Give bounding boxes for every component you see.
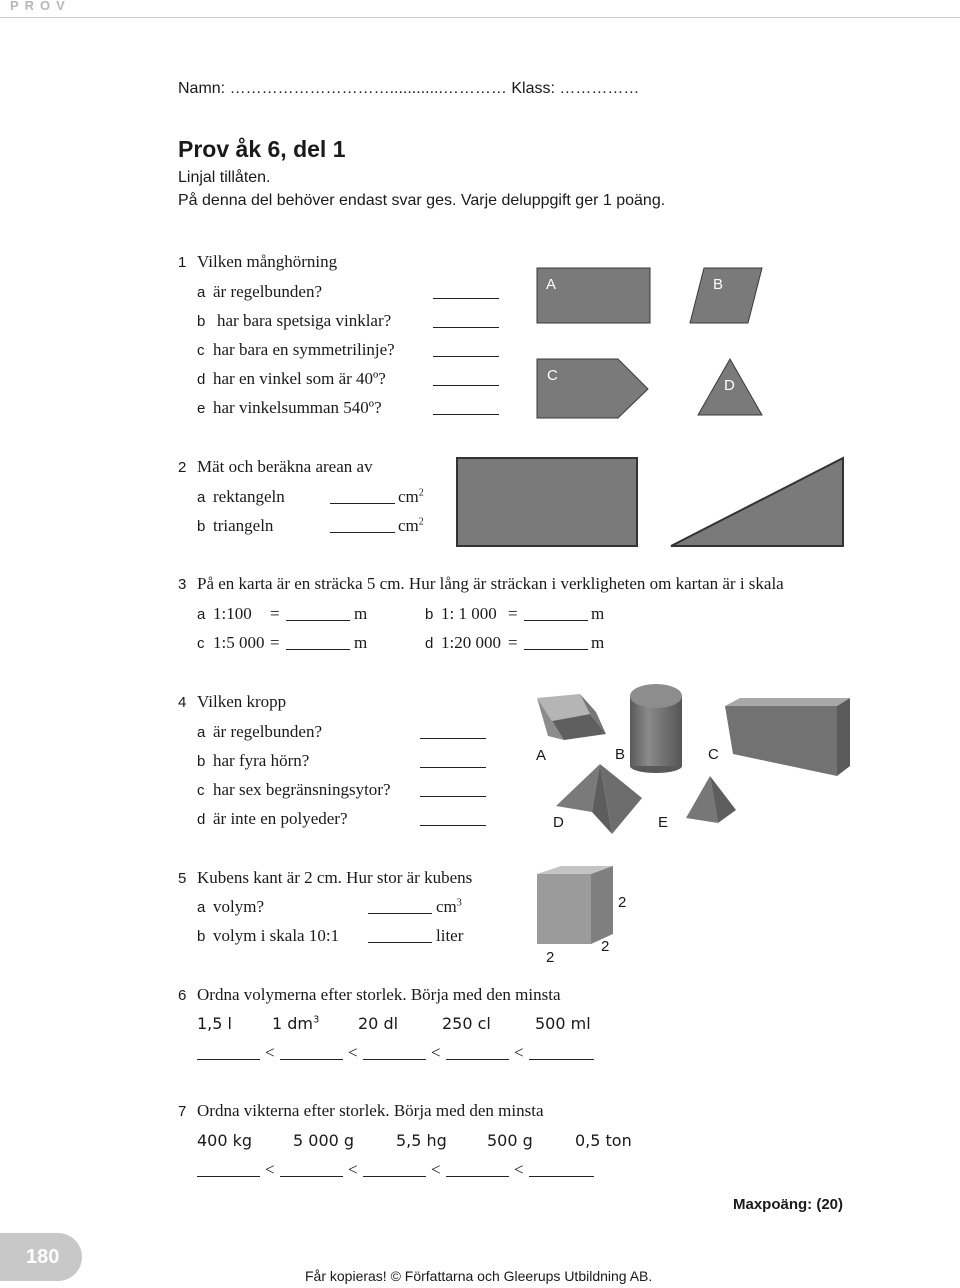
q4-item-letter: d: [197, 811, 206, 828]
q3-item-letter: d: [425, 635, 434, 652]
cube-edge-label: 2: [601, 938, 610, 955]
polygon-b: [690, 268, 762, 323]
q3-text: På en karta är en sträcka 5 cm. Hur lång är sträckan i verkligheten om kartan är i skala: [197, 574, 784, 593]
q4-number: 4: [178, 694, 187, 711]
q4-item-text: är inte en polyeder?: [213, 809, 348, 828]
solid-label: C: [708, 746, 719, 763]
q3-scale: 1: 1 000: [441, 604, 497, 623]
answer-blank[interactable]: [363, 1058, 426, 1060]
answer-blank[interactable]: [446, 1175, 509, 1177]
header-label: PROV: [10, 0, 71, 13]
q3-item-letter: a: [197, 606, 206, 623]
unit-cm2: $cm^2$: [398, 487, 424, 506]
unit-m: m: [354, 604, 368, 623]
less-than: <: [431, 1160, 441, 1179]
q2-text: Mät och beräkna arean av: [197, 457, 373, 476]
q4-item-letter: c: [197, 782, 205, 799]
answer-blank[interactable]: [197, 1058, 260, 1060]
answer-blank[interactable]: [368, 912, 432, 914]
answer-blank[interactable]: [197, 1175, 260, 1177]
solid-e-pyramid: [686, 776, 736, 823]
answer-blank[interactable]: [446, 1058, 509, 1060]
q4-solids: [520, 678, 860, 843]
answer-blank[interactable]: [420, 795, 486, 797]
cube-edge-label: 2: [618, 894, 627, 911]
q1-item-letter: c: [197, 342, 205, 359]
answer-blank[interactable]: [433, 326, 499, 328]
volume-value: 1,5 l: [197, 1014, 232, 1033]
unit-liter: liter: [436, 926, 464, 945]
unit-m: m: [591, 604, 605, 623]
less-than: <: [431, 1043, 441, 1062]
weight-value: 500 g: [487, 1131, 533, 1150]
volume-value: 250 cl: [442, 1014, 491, 1033]
q5-item-letter: b: [197, 928, 206, 945]
intro-line-1: Linjal tillåten.: [178, 169, 271, 186]
weight-value: 0,5 ton: [575, 1131, 632, 1150]
q1-item-text: har vinkelsumman 540º?: [213, 398, 382, 417]
q2-item-letter: a: [197, 489, 206, 506]
page-number: 180: [26, 1246, 60, 1268]
answer-blank[interactable]: [433, 384, 499, 386]
solid-label: A: [536, 747, 547, 764]
q2-number: 2: [178, 459, 187, 476]
answer-blank[interactable]: [433, 413, 499, 415]
name-class-line: Namn: …………………………............………… Klass: ……………: [178, 80, 640, 97]
q3-scale: 1:100: [213, 604, 252, 623]
page-title: Prov åk 6, del 1: [178, 136, 346, 162]
unit-m: m: [591, 633, 605, 652]
q1-polygons: [520, 262, 780, 422]
answer-blank[interactable]: [280, 1058, 343, 1060]
answer-blank[interactable]: [286, 648, 350, 650]
solid-b-cylinder: [630, 684, 682, 773]
less-than: <: [348, 1160, 358, 1179]
equals-sign: =: [508, 604, 518, 623]
answer-blank[interactable]: [529, 1175, 594, 1177]
volume-value: 20 dl: [358, 1014, 399, 1033]
q1-item-letter: a: [197, 284, 206, 301]
answer-blank[interactable]: [433, 297, 499, 299]
q4-item-text: har sex begränsningsytor?: [213, 780, 391, 799]
answer-blank[interactable]: [524, 619, 588, 621]
less-than: <: [265, 1160, 275, 1179]
q2-figures: [450, 452, 850, 552]
weight-value: 400 kg: [197, 1131, 253, 1150]
area-rectangle: [457, 458, 637, 546]
footer-copyright: Får kopieras! © Författarna och Gleerups Utbildning AB.: [305, 1268, 653, 1284]
q1-item-text: har en vinkel som är 40º?: [213, 369, 386, 388]
q1-item-text: har bara en symmetrilinje?: [213, 340, 395, 359]
solid-label: B: [615, 746, 626, 763]
unit-m: m: [354, 633, 368, 652]
cube-edge-label: 2: [546, 949, 555, 966]
q5-number: 5: [178, 870, 187, 887]
q4-item-text: är regelbunden?: [213, 722, 323, 741]
q1-item-letter: e: [197, 400, 206, 417]
polygon-label: D: [724, 377, 735, 394]
q5-item-text: volym?: [213, 897, 264, 916]
polygon-label: C: [547, 367, 558, 384]
weight-value: 5,5 hg: [396, 1131, 447, 1150]
less-than: <: [265, 1043, 275, 1062]
polygon-label: A: [546, 276, 557, 293]
polygon-label: B: [713, 276, 724, 293]
answer-blank[interactable]: [280, 1175, 343, 1177]
q4-item-text: har fyra hörn?: [213, 751, 310, 770]
answer-blank[interactable]: [420, 824, 486, 826]
less-than: <: [348, 1043, 358, 1062]
solid-d-pyramid: [556, 764, 642, 834]
answer-blank[interactable]: [420, 766, 486, 768]
solid-a-prism: [537, 694, 606, 740]
equals-sign: =: [508, 633, 518, 652]
q1-item-letter: d: [197, 371, 206, 388]
solid-c-cuboid: [725, 698, 850, 776]
q5-cube: [525, 862, 645, 972]
q4-text: Vilken kropp: [197, 692, 287, 711]
q5-text: Kubens kant är 2 cm. Hur stor är kubens: [197, 868, 473, 887]
q1-item-text: är regelbunden?: [213, 282, 323, 301]
answer-blank[interactable]: [524, 648, 588, 650]
answer-blank[interactable]: [286, 619, 350, 621]
answer-blank[interactable]: [420, 737, 486, 739]
unit-cm2: $cm^2$: [398, 516, 424, 535]
q5-item-text: volym i skala 10:1: [213, 926, 340, 945]
volume-value: 500 ml: [535, 1014, 591, 1033]
q2-item-text: rektangeln: [213, 487, 285, 506]
max-points: Maxpoäng: (20): [733, 1196, 844, 1213]
q1-number: 1: [178, 254, 187, 271]
q6-number: 6: [178, 987, 187, 1004]
equals-sign: =: [270, 633, 280, 652]
equals-sign: =: [270, 604, 280, 623]
q4-item-letter: a: [197, 724, 206, 741]
solid-label: E: [658, 814, 669, 831]
q2-item-text: triangeln: [213, 516, 274, 535]
solid-label: D: [553, 814, 564, 831]
unit-cm3: $cm^3$: [436, 897, 462, 916]
answer-blank[interactable]: [330, 502, 395, 504]
q7-number: 7: [178, 1103, 187, 1120]
q1-item-text: har bara spetsiga vinklar?: [217, 311, 392, 330]
q3-item-letter: b: [425, 606, 434, 623]
volume-value: 1 $dm^3$: [272, 1014, 320, 1033]
q6-text: Ordna volymerna efter storlek. Börja med den minsta: [197, 985, 561, 1004]
q1-text: Vilken månghörning: [197, 252, 338, 271]
q7-text: Ordna vikterna efter storlek. Börja med den minsta: [197, 1101, 544, 1120]
header-rule: [0, 17, 960, 18]
intro-line-2: På denna del behöver endast svar ges. Varje deluppgift ger 1 poäng.: [178, 192, 666, 209]
q3-number: 3: [178, 576, 187, 593]
answer-blank[interactable]: [330, 531, 395, 533]
answer-blank[interactable]: [363, 1175, 426, 1177]
q4-item-letter: b: [197, 753, 206, 770]
less-than: <: [514, 1043, 524, 1062]
q3-item-letter: c: [197, 635, 205, 652]
q1-item-letter: b: [197, 313, 206, 330]
q2-item-letter: b: [197, 518, 206, 535]
weight-value: 5 000 g: [293, 1131, 355, 1150]
answer-blank[interactable]: [433, 355, 499, 357]
q3-scale: 1:5 000: [213, 633, 265, 652]
answer-blank[interactable]: [529, 1058, 594, 1060]
less-than: <: [514, 1160, 524, 1179]
q5-item-letter: a: [197, 899, 206, 916]
q3-scale: 1:20 000: [441, 633, 501, 652]
answer-blank[interactable]: [368, 941, 432, 943]
area-triangle: [671, 458, 843, 546]
